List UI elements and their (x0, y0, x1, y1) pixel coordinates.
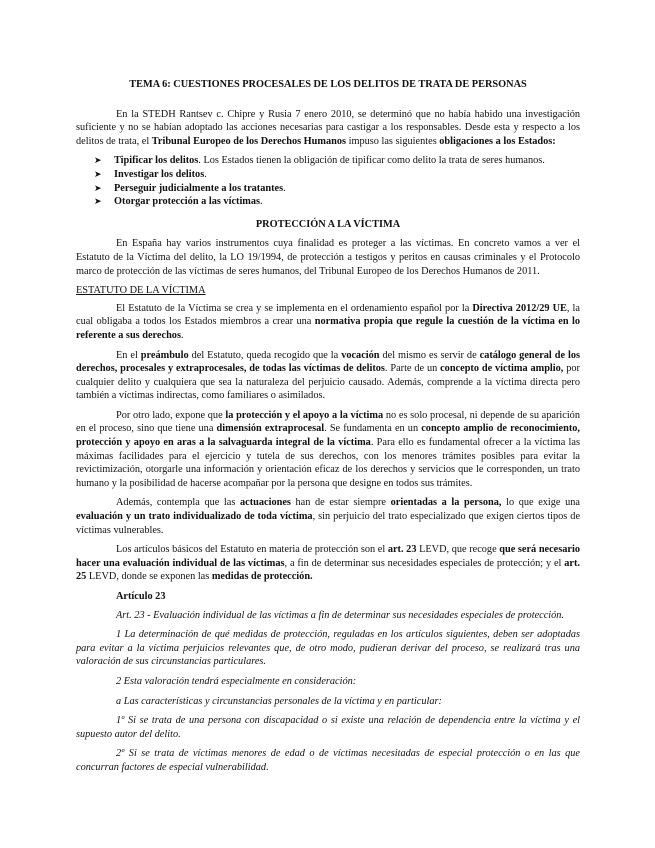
text-run: no es solo procesal, ni depende de su aparición en el proceso, sino que tiene una (76, 409, 580, 435)
text-run: LEVD, donde se exponen las (86, 571, 212, 583)
article-line: Art. 23 - Evaluación individual de las víctimas a fin de determinar sus necesidades especiales de protección. (116, 609, 565, 621)
article-heading: Artículo 23 (116, 591, 166, 602)
bold-text-run: evaluación y un trato individualizado de toda víctima (76, 511, 313, 523)
arrow-bullet-icon: ➤ (94, 155, 102, 166)
article-line: 1 La determinación de qué medidas de protección, reguladas en los artículos siguientes, deben ser adoptadas para evitar a la víctima perjuicios relevantes que, de otro modo, pudieran derivar del proceso, se realizará tras una valoración de sus circunstancias particulares. (76, 629, 580, 668)
text-run: , la cual obligaba a todos los Estados miembros a crear una (76, 302, 580, 328)
bold-text-run: orientadas a la persona, (390, 497, 502, 509)
obligations-list (76, 154, 580, 208)
text-run: . Parte de un (384, 363, 441, 375)
bold-text-run: Perseguir judicialmente a los tratantes (114, 182, 284, 194)
list-item (94, 154, 580, 168)
bold-text-run: Tribunal Europeo de los Derechos Humanos (151, 135, 347, 147)
bold-text-run: art. 23 (387, 544, 417, 556)
bold-text-run: normativa propia que regule la cuestión de la víctima en lo referente a sus derechos (76, 316, 580, 341)
text-run: En España hay varios instrumentos cuya finalidad es proteger a las víctimas. En concreto vamos a ver el Estatuto de la Víctima del delito, la LO 19/1994, de protección a testigos y peritos en causas criminales y el Protocolo marco de protección de las víctimas de seres humanos, del Tribunal Europeo de los Derechos Humanos de 2011. (76, 238, 580, 277)
article-line: 2º Si se trata de víctimas menores de edad o de víctimas necesitadas de especial protección o en las que concurran factores de especial vulnerabilidad. (76, 748, 580, 773)
text-run: . (180, 329, 184, 341)
text-run: Por otro lado, expone que (116, 409, 226, 421)
bold-text-run: catálogo general de los derechos, procesales y extraprocesales, de todas las víctimas de delitos (76, 349, 581, 375)
text-run: . (204, 168, 207, 180)
text-run: han de estar siempre (290, 497, 391, 509)
text-run: por cualquier delito y cualquiera que sea la naturaleza del perjuicio causado. Además, comprende a la víctima directa pero también a víctimas indirectas, como familiares o asimilados. (76, 363, 580, 402)
text-run: . Para ello es fundamental ofrecer a la víctima las máximas facilidades para el ejercicio y tutela de sus derechos, con los menores trámites posibles para evitar la revictimización, otorgarle una información y orientación eficaz de los derechos y servicios que le corresponden, un trato humano y la posibilidad de hacerse acompañar por la persona que designe en todos sus trámites. (76, 437, 580, 489)
bold-text-run: Otorgar protección a las víctimas (114, 196, 261, 208)
bold-text-run: vocación (341, 349, 380, 361)
bold-text-run: actuaciones (240, 497, 291, 509)
text-run: . (283, 182, 286, 194)
bold-text-run: Investigar los delitos (114, 168, 205, 180)
arrow-bullet-icon: ➤ (94, 168, 102, 179)
bold-text-run: concepto de víctima amplio, (440, 363, 564, 375)
article-line: a Las características y circunstancias personales de la víctima y en particular: (116, 695, 442, 707)
arrow-bullet-icon: ➤ (94, 182, 102, 193)
list-item (94, 195, 580, 209)
text-run: . Los Estados tienen la obligación de tipificar como delito la trata de seres humanos. (198, 155, 545, 167)
bold-text-run: dimensión extraprocesal (216, 423, 325, 435)
list-item (94, 182, 580, 196)
text-run: En la STEDH Rantsev c. Chipre y Rusia 7 enero 2010, se determinó que no había habido una investigación suficiente y no se habían adoptado las acciones necesarias para castigar a los responsables. Desde esta y respecto a los delitos de trata, el (76, 108, 580, 147)
text-run: . (260, 196, 263, 208)
paragraph-preambulo (76, 349, 580, 403)
text-run: Los artículos básicos del Estatuto en materia de protección son el (116, 544, 388, 556)
bold-text-run: preámbulo (140, 349, 189, 361)
bold-text-run: medidas de protección. (211, 571, 313, 583)
bold-text-run: obligaciones a los Estados: (439, 135, 556, 147)
article-line: 1º Si se trata de una persona con discapacidad o si existe una relación de dependencia entre la víctima y el supuesto autor del delito. (76, 715, 580, 740)
intro-paragraph (76, 108, 580, 149)
paragraph-espana (76, 237, 580, 278)
text-run: lo que exige una (501, 497, 580, 509)
list-item (94, 168, 580, 182)
text-run: impuso las siguientes (346, 135, 440, 147)
text-run: LEVD, que recoge (416, 544, 500, 556)
paragraph-articulos (76, 543, 580, 584)
text-run: Además, contempla que las (116, 497, 240, 509)
bold-text-run: art. 25 (76, 557, 580, 583)
subsection-heading: ESTATUTO DE LA VÍCTIMA (76, 285, 206, 297)
article-line: 2 Esta valoración tendrá especialmente en consideración: (116, 675, 357, 687)
bold-text-run: concepto amplio de reconocimiento, protección y apoyo en aras a la salvaguarda integral de la víctima (76, 423, 580, 449)
text-run: El Estatuto de la Víctima se crea y se implementa en el ordenamiento español por la (116, 302, 473, 314)
bold-text-run: Directiva 2012/29 UE (472, 302, 567, 314)
bold-text-run: que será necesario hacer una evaluación individual de las víctimas (76, 544, 580, 569)
paragraph-estatuto (76, 302, 580, 343)
document-title: TEMA 6: CUESTIONES PROCESALES DE LOS DELITOS DE TRATA DE PERSONAS (129, 79, 527, 90)
arrow-bullet-icon: ➤ (94, 196, 102, 207)
paragraph-ademas (76, 496, 580, 537)
document-body (76, 78, 580, 781)
text-run: del mismo es servir de (379, 349, 480, 361)
text-run: , a fin de determinar sus necesidades especiales de protección; y el (284, 557, 565, 569)
section-title: PROTECCIÓN A LA VÍCTIMA (255, 218, 401, 230)
text-run: del Estatuto, queda recogido que la (188, 349, 342, 361)
bold-text-run: la protección y el apoyo a la víctima (225, 409, 384, 421)
text-run: . Se fundamenta en un (324, 423, 422, 435)
paragraph-otro-lado (76, 409, 580, 491)
text-run: , sin perjuicio del trato especializado que exigen ciertos tipos de víctimas vulnerables. (76, 511, 581, 536)
text-run: En el (116, 349, 141, 361)
bold-text-run: Tipificar los delitos (114, 155, 199, 167)
